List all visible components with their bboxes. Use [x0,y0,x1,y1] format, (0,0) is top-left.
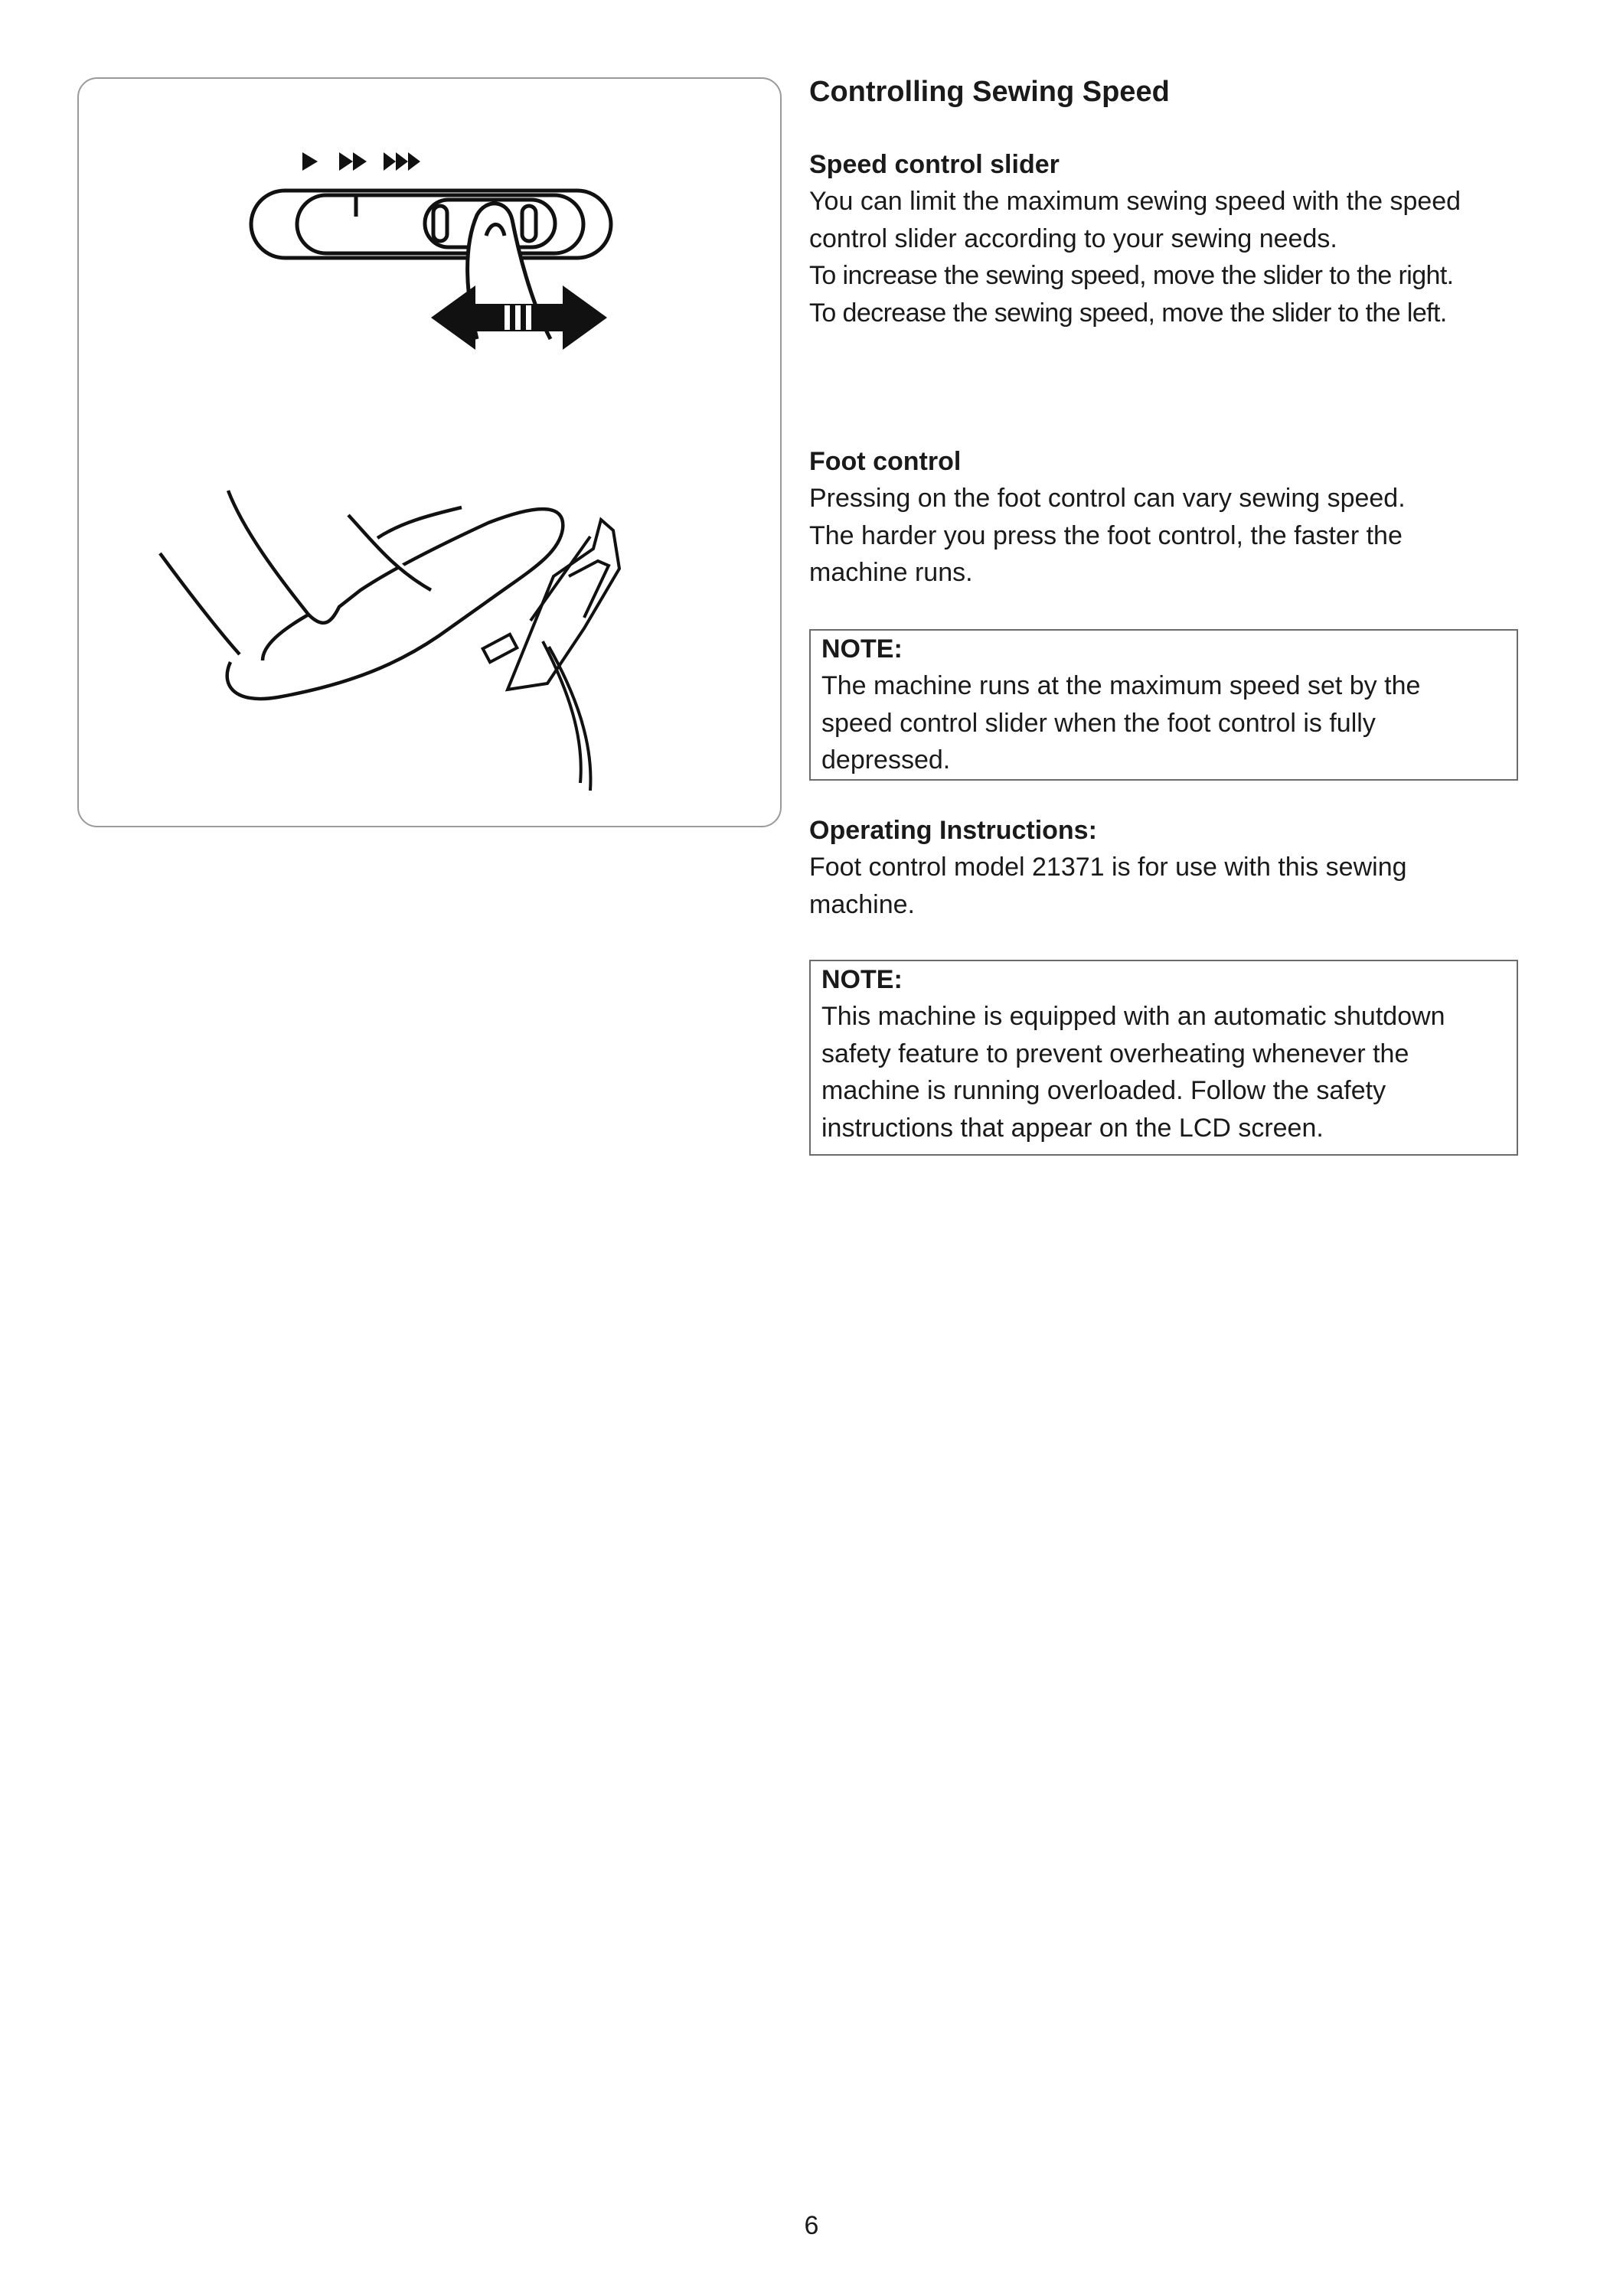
note-2-line-2: safety feature to prevent overheating whenever the [821,1039,1409,1068]
speed-slider-line-2: control slider according to your sewing needs. [809,224,1337,253]
speed-slider-increase: To increase the sewing speed, move the slider to the right. [809,261,1454,290]
operating-line-1: Foot control model 21371 is for use with this sewing [809,853,1407,882]
note-box-2 [809,960,1518,1156]
speed-slider-line-1: You can limit the maximum sewing speed with the speed [809,187,1461,216]
note-1-heading: NOTE: [821,634,903,664]
speed-slider-decrease: To decrease the sewing speed, move the slider to the left. [809,298,1447,328]
note-2-line-3: machine is running overloaded. Follow the safety [821,1076,1386,1105]
note-box-1 [809,629,1518,781]
speed-indicator-icons [302,152,420,171]
medium-speed-icon [339,152,353,171]
foot-control-line-1: Pressing on the foot control can vary sewing speed. [809,484,1406,513]
note-2-heading: NOTE: [821,965,903,994]
note-2-line-4: instructions that appear on the LCD screen. [821,1113,1324,1143]
speed-slider-heading: Speed control slider [809,150,1060,179]
page-number: 6 [804,2211,819,2240]
note-1-line-2: speed control slider when the foot control is fully [821,708,1376,738]
foot-control-heading: Foot control [809,447,962,476]
illustration-panel [77,77,782,827]
operating-heading: Operating Instructions: [809,816,1097,845]
illustration [79,79,783,829]
note-1-line-3: depressed. [821,745,951,775]
foot-shoe-icon [160,491,563,699]
fast-speed-icon [384,152,396,171]
foot-control-line-3: machine runs. [809,558,973,587]
slow-speed-icon [302,152,318,171]
page-title: Controlling Sewing Speed [809,76,1170,108]
note-1-line-1: The machine runs at the maximum speed set by the [821,671,1421,700]
operating-line-2: machine. [809,890,915,919]
foot-control-line-2: The harder you press the foot control, the faster the [809,521,1403,550]
note-2-line-1: This machine is equipped with an automatic shutdown [821,1002,1445,1031]
